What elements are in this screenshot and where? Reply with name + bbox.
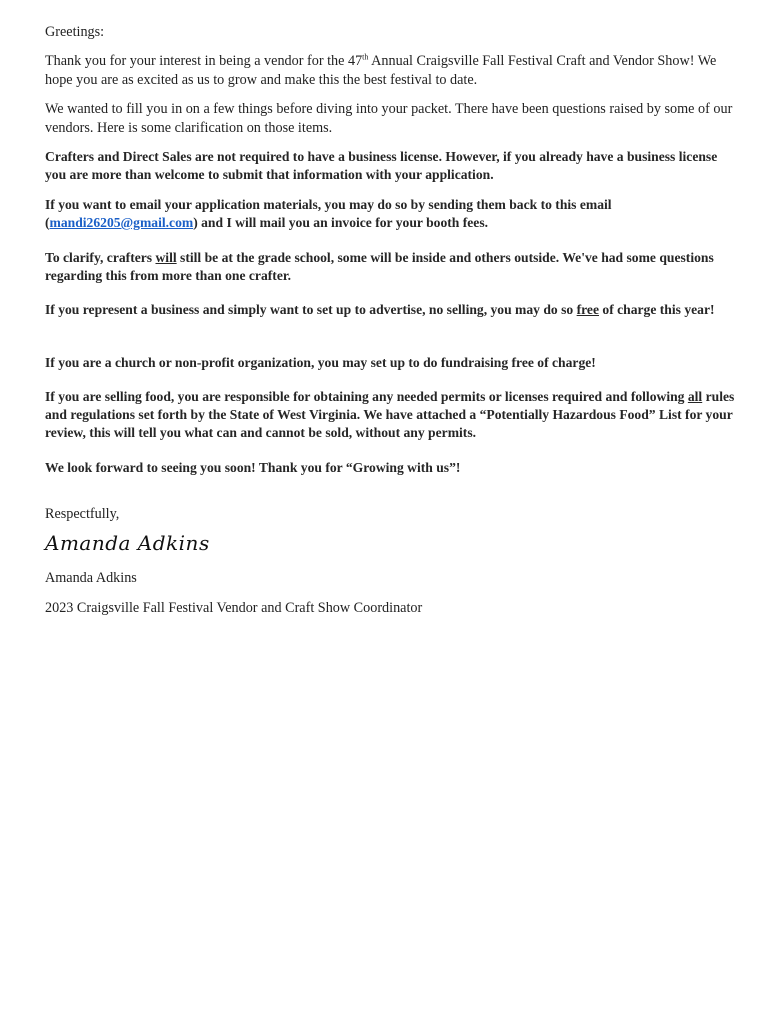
sender-name: Amanda Adkins [45, 570, 137, 586]
sign-off: Respectfully, [45, 506, 120, 522]
email-text-end: ) and I will mail you an invoice for your booth fees. [193, 215, 489, 230]
advertise-text-end: of charge this year! [599, 302, 715, 317]
clarification-paragraph: We wanted to fill you in on a few things before diving into your packet. There have been questions raised by some of our vendors. Here is some clarification on those items. [45, 101, 733, 136]
food-permits-note [45, 388, 735, 442]
intro-paragraph [45, 52, 735, 90]
greeting: Greetings: [45, 24, 105, 40]
advertise-text-start: If you represent a business and simply want to set up to advertise, no selling, you may do so [45, 302, 577, 317]
crafters-text-start: To clarify, crafters [45, 250, 156, 265]
food-emphasis: all [687, 389, 703, 404]
nonprofit-note: If you are a church or non-profit organization, you may set up to do fundraising free of charge! [45, 355, 596, 370]
intro-text-end: Annual Craigsville Fall Festival Craft and Vendor Show! We hope you are as excited as us to grow and make this the best festival to date. [45, 53, 717, 88]
advertise-note [45, 301, 715, 319]
sender-title: 2023 Craigsville Fall Festival Vendor and Craft Show Coordinator [45, 600, 423, 616]
advertise-emphasis: free [576, 302, 599, 317]
crafters-location-note [45, 249, 735, 285]
crafters-text-end: still be at the grade school, some will be inside and others outside. We've had some questions regarding this from more than one crafter. [45, 250, 714, 283]
handwritten-signature: Amanda Adkins [45, 531, 210, 555]
ordinal-suffix: th [362, 52, 369, 62]
closing-remark: We look forward to seeing you soon! Thank you for “Growing with us”! [45, 460, 461, 475]
email-link[interactable]: mandi26205@gmail.com [49, 215, 194, 230]
email-instructions [45, 196, 735, 232]
food-text-end: rules and regulations set forth by the State of West Virginia. We have attached a “Potentially Hazardous Food” List for your review, this will tell you what can and cannot be sold, without any permits. [45, 389, 735, 440]
crafters-emphasis: will [155, 250, 177, 265]
intro-text-start: Thank you for your interest in being a vendor for the 47 [45, 53, 363, 69]
food-text-start: If you are selling food, you are responsible for obtaining any needed permits or licenses required and following [45, 389, 688, 404]
business-license-note: Crafters and Direct Sales are not required to have a business license. However, if you already have a business license you are more than welcome to submit that information with your application. [45, 149, 718, 182]
email-text-start: If you want to email your application materials, you may do so by sending them back to this email ( [45, 197, 612, 230]
